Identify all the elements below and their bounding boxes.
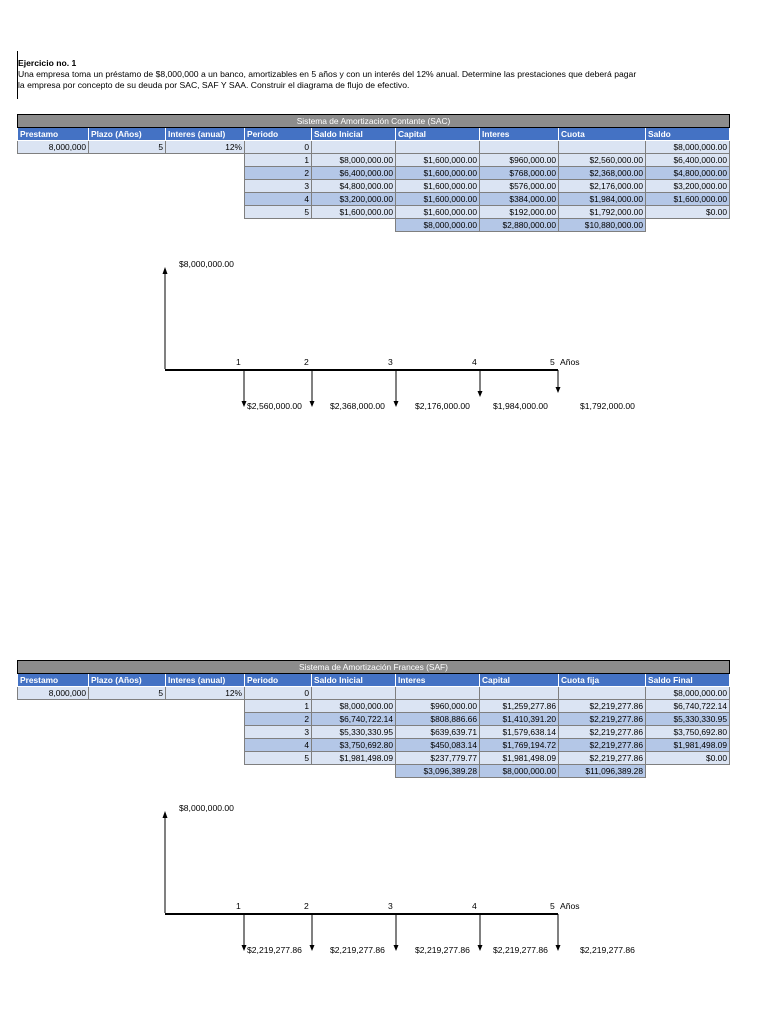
capital-cell: $1,600,000.00 (396, 154, 480, 167)
header-cuota-fija: Cuota fija (559, 674, 646, 687)
cuota-cell: $1,984,000.00 (559, 193, 646, 206)
table-row (18, 167, 730, 180)
saldo-inicial-cell (312, 687, 396, 700)
saf-cash-flow-diagram (0, 799, 768, 969)
table-row (18, 726, 730, 739)
periodo-cell: 5 (245, 206, 312, 219)
cuota-cell (559, 687, 646, 700)
period-label: 5 (550, 357, 555, 367)
totals-row (18, 765, 730, 778)
table-row (18, 752, 730, 765)
interes-anual-value[interactable]: 12% (166, 687, 245, 700)
interes-cell: $808,886.66 (396, 713, 480, 726)
outflow-label: $2,368,000.00 (330, 401, 385, 411)
outflow-arrowhead (310, 401, 315, 407)
saldo-cell: $3,750,692.80 (646, 726, 730, 739)
periodo-cell: 5 (245, 752, 312, 765)
cuota-cell: $2,219,277.86 (559, 713, 646, 726)
total-capital: $8,000,000.00 (480, 765, 559, 778)
saldo-inicial-cell: $6,740,722.14 (312, 713, 396, 726)
interes-cell: $237,779.77 (396, 752, 480, 765)
periodo-cell: 2 (245, 167, 312, 180)
table-row (18, 700, 730, 713)
saldo-inicial-cell: $3,750,692.80 (312, 739, 396, 752)
outflow-label: $1,984,000.00 (493, 401, 548, 411)
header-periodo: Periodo (245, 128, 312, 141)
outflow-arrowhead (478, 391, 483, 397)
outflow-arrowhead (394, 401, 399, 407)
period-label: 3 (388, 357, 393, 367)
saldo-cell: $0.00 (646, 206, 730, 219)
interes-cell: $450,083.14 (396, 739, 480, 752)
totals-row (18, 219, 730, 232)
saldo-cell: $0.00 (646, 752, 730, 765)
saf-header-row (18, 674, 730, 687)
outflow-arrowhead (478, 945, 483, 951)
period-label: 2 (304, 357, 309, 367)
periodo-cell: 3 (245, 726, 312, 739)
prestamo-value[interactable]: 8,000,000 (18, 141, 89, 154)
interes-cell: $960,000.00 (396, 700, 480, 713)
interes-anual-value[interactable]: 12% (166, 141, 245, 154)
saf-table (17, 660, 730, 778)
interes-cell: $576,000.00 (480, 180, 559, 193)
periodo-cell: 4 (245, 193, 312, 206)
capital-cell: $1,600,000.00 (396, 193, 480, 206)
exercise-title: Ejercicio no. 1 (18, 58, 77, 68)
header-saldo-inicial: Saldo Inicial (312, 674, 396, 687)
saldo-cell: $1,600,000.00 (646, 193, 730, 206)
outflow-arrowhead (556, 945, 561, 951)
outflow-arrowhead (242, 401, 247, 407)
header-interes-anual: Interes (anual) (166, 128, 245, 141)
outflow-label: $2,219,277.86 (415, 945, 470, 955)
table-row (18, 687, 730, 700)
saldo-cell: $4,800,000.00 (646, 167, 730, 180)
saldo-cell: $8,000,000.00 (646, 687, 730, 700)
outflow-label: $2,219,277.86 (580, 945, 635, 955)
plazo-value[interactable]: 5 (89, 687, 166, 700)
capital-cell: $1,600,000.00 (396, 180, 480, 193)
outflow-label: $2,176,000.00 (415, 401, 470, 411)
header-prestamo: Prestamo (18, 128, 89, 141)
exercise-intro (18, 58, 758, 91)
outflow-label: $2,219,277.86 (493, 945, 548, 955)
cuota-cell: $2,176,000.00 (559, 180, 646, 193)
outflow-arrowhead (556, 387, 561, 393)
period-label: 4 (472, 901, 477, 911)
cuota-cell: $2,560,000.00 (559, 154, 646, 167)
period-label: 1 (236, 901, 241, 911)
period-label: 2 (304, 901, 309, 911)
cuota-cell: $2,219,277.86 (559, 739, 646, 752)
cuota-cell: $2,219,277.86 (559, 752, 646, 765)
total-cuota: $10,880,000.00 (559, 219, 646, 232)
header-prestamo: Prestamo (18, 674, 89, 687)
interes-cell: $960,000.00 (480, 154, 559, 167)
capital-cell: $1,410,391.20 (480, 713, 559, 726)
cuota-cell: $1,792,000.00 (559, 206, 646, 219)
header-periodo: Periodo (245, 674, 312, 687)
header-interes: Interes (480, 128, 559, 141)
cuota-cell: $2,368,000.00 (559, 167, 646, 180)
saldo-cell: $8,000,000.00 (646, 141, 730, 154)
header-saldo: Saldo (646, 128, 730, 141)
table-row (18, 739, 730, 752)
inflow-label: $8,000,000.00 (179, 259, 234, 269)
periodo-cell: 4 (245, 739, 312, 752)
table-row (18, 141, 730, 154)
periodo-cell: 3 (245, 180, 312, 193)
cuota-cell: $2,219,277.86 (559, 726, 646, 739)
sac-table (17, 114, 730, 232)
interes-cell: $384,000.00 (480, 193, 559, 206)
inflow-arrowhead (163, 267, 168, 274)
header-plazo: Plazo (Años) (89, 128, 166, 141)
period-label: 5 (550, 901, 555, 911)
saldo-inicial-cell: $1,600,000.00 (312, 206, 396, 219)
axis-unit-label: Años (560, 357, 580, 367)
periodo-cell: 2 (245, 713, 312, 726)
outflow-arrowhead (310, 945, 315, 951)
header-saldo-inicial: Saldo Inicial (312, 128, 396, 141)
header-capital: Capital (396, 128, 480, 141)
sac-header-row (18, 128, 730, 141)
outflow-label: $1,792,000.00 (580, 401, 635, 411)
interes-cell: $192,000.00 (480, 206, 559, 219)
header-interes: Interes (396, 674, 480, 687)
periodo-cell: 0 (245, 141, 312, 154)
cuota-cell: $2,219,277.86 (559, 700, 646, 713)
header-cuota: Cuota (559, 128, 646, 141)
capital-cell: $1,600,000.00 (396, 167, 480, 180)
periodo-cell: 1 (245, 700, 312, 713)
inflow-arrowhead (163, 811, 168, 818)
table-row (18, 713, 730, 726)
capital-cell: $1,600,000.00 (396, 206, 480, 219)
table-row (18, 180, 730, 193)
period-label: 3 (388, 901, 393, 911)
saldo-inicial-cell: $8,000,000.00 (312, 154, 396, 167)
header-plazo: Plazo (Años) (89, 674, 166, 687)
outflow-label: $2,219,277.86 (247, 945, 302, 955)
interes-cell: $768,000.00 (480, 167, 559, 180)
capital-cell (396, 141, 480, 154)
saldo-inicial-cell: $6,400,000.00 (312, 167, 396, 180)
sac-table-title: Sistema de Amortización Contante (SAC) (18, 115, 730, 128)
header-saldo-final: Saldo Final (646, 674, 730, 687)
outflow-label: $2,219,277.86 (330, 945, 385, 955)
total-interes: $2,880,000.00 (480, 219, 559, 232)
saldo-inicial-cell: $5,330,330.95 (312, 726, 396, 739)
saldo-inicial-cell (312, 141, 396, 154)
plazo-value[interactable]: 5 (89, 141, 166, 154)
exercise-text-line-2: la empresa por concepto de su deuda por SAC, SAF Y SAA. Construir el diagrama de flujo de efectivo. (18, 80, 410, 90)
saldo-cell: $3,200,000.00 (646, 180, 730, 193)
capital-cell: $1,259,277.86 (480, 700, 559, 713)
inflow-label: $8,000,000.00 (179, 803, 234, 813)
header-interes-anual: Interes (anual) (166, 674, 245, 687)
total-interes: $3,096,389.28 (396, 765, 480, 778)
capital-cell: $1,579,638.14 (480, 726, 559, 739)
periodo-cell: 0 (245, 687, 312, 700)
saldo-inicial-cell: $3,200,000.00 (312, 193, 396, 206)
saf-table-title: Sistema de Amortización Frances (SAF) (18, 661, 730, 674)
total-capital: $8,000,000.00 (396, 219, 480, 232)
saldo-inicial-cell: $1,981,498.09 (312, 752, 396, 765)
periodo-cell: 1 (245, 154, 312, 167)
saldo-inicial-cell: $4,800,000.00 (312, 180, 396, 193)
cuota-cell (559, 141, 646, 154)
interes-cell: $639,639.71 (396, 726, 480, 739)
saldo-cell: $6,740,722.14 (646, 700, 730, 713)
outflow-arrowhead (394, 945, 399, 951)
capital-cell (480, 687, 559, 700)
total-cuota: $11,096,389.28 (559, 765, 646, 778)
exercise-text-line-1: Una empresa toma un préstamo de $8,000,000 a un banco, amortizables en 5 años y con un interés del 12% anual. Determine las prestaciones que deberá pagar (18, 69, 637, 79)
capital-cell: $1,981,498.09 (480, 752, 559, 765)
header-capital: Capital (480, 674, 559, 687)
prestamo-value[interactable]: 8,000,000 (18, 687, 89, 700)
sac-cash-flow-diagram (0, 255, 768, 425)
outflow-arrowhead (242, 945, 247, 951)
period-label: 4 (472, 357, 477, 367)
table-row (18, 154, 730, 167)
saldo-cell: $6,400,000.00 (646, 154, 730, 167)
interes-cell (480, 141, 559, 154)
capital-cell: $1,769,194.72 (480, 739, 559, 752)
saldo-cell: $1,981,498.09 (646, 739, 730, 752)
period-label: 1 (236, 357, 241, 367)
axis-unit-label: Años (560, 901, 580, 911)
saldo-inicial-cell: $8,000,000.00 (312, 700, 396, 713)
interes-cell (396, 687, 480, 700)
table-row (18, 193, 730, 206)
outflow-label: $2,560,000.00 (247, 401, 302, 411)
table-row (18, 206, 730, 219)
saldo-cell: $5,330,330.95 (646, 713, 730, 726)
